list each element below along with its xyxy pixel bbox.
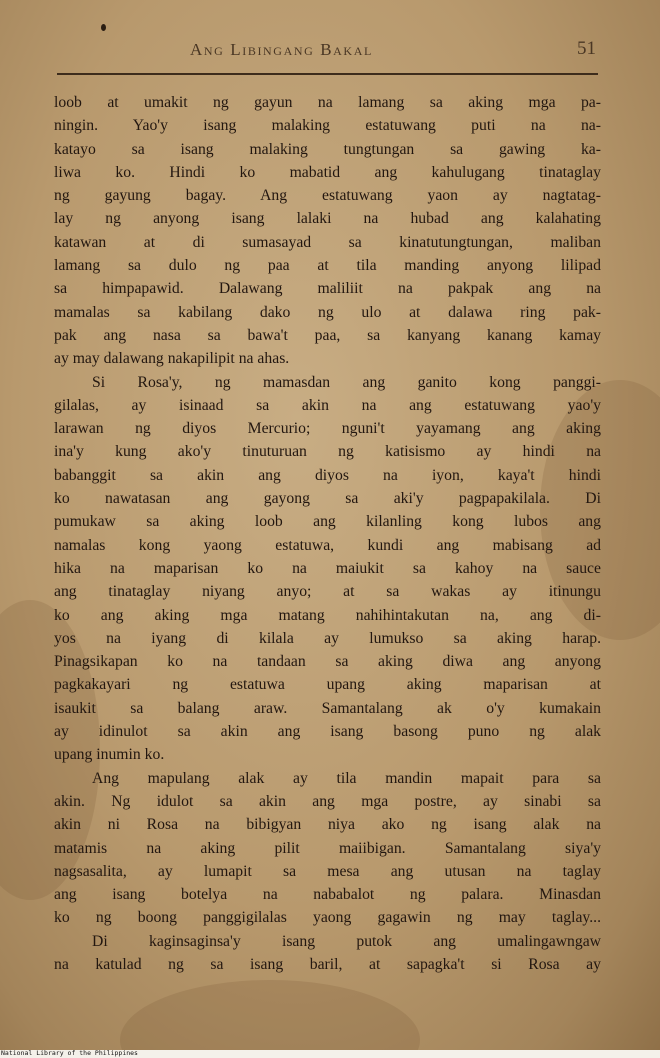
text-line: ningin. Yao'y isang malaking estatuwang puti na na-	[54, 117, 601, 135]
text-line: gilalas, ay isinaad sa akin na ang estatuwang yao'y	[54, 396, 601, 414]
text-line: ko nawatasan ang gayong sa aki'y pagpapakilala. Di	[54, 490, 601, 508]
text-line: Di kaginsaginsa'y isang putok ang umalingawngaw	[92, 932, 601, 950]
text-line: ko ang aking mga matang nahihintakutan na, ang di-	[54, 606, 601, 624]
text-line: ang tinataglay niyang anyo; at sa wakas ay itinungu	[54, 583, 601, 601]
text-line: pak ang nasa sa bawa't paa, sa kanyang kanang kamay	[54, 326, 601, 344]
text-line: ang isang botelya na nababalot ng palara. Minasdan	[54, 886, 601, 904]
text-line: ko ng boong panggigilalas yaong gagawin ng may taglay...	[54, 909, 601, 927]
running-title: Ang Libingang Bakal	[190, 40, 373, 59]
ink-mark	[101, 24, 106, 31]
body-text	[54, 91, 601, 976]
text-line: ay may dalawang nakapilipit na ahas.	[54, 350, 290, 368]
text-line: katawan at di sumasayad sa kinatutungtungan, maliban	[54, 233, 601, 251]
text-line: matamis na aking pilit maiibigan. Samantalang siya'y	[54, 839, 601, 857]
page-number: 51	[577, 38, 596, 59]
text-line: Ang mapulang alak ay tila mandin mapait para sa	[92, 769, 601, 787]
text-line: babanggit sa akin ang diyos na iyon, kaya't hindi	[54, 466, 601, 484]
text-line: pumukaw sa aking loob ang kilanling kong lubos ang	[54, 513, 601, 531]
text-line: ay idinulot sa akin ang isang basong puno ng alak	[54, 723, 601, 741]
text-line: akin. Ng idulot sa akin ang mga postre, ay sinabi sa	[54, 792, 601, 810]
text-line: loob at umakit ng gayun na lamang sa aking mga pa-	[54, 94, 601, 111]
text-line: yos na iyang di kilala ay lumukso sa aking harap.	[54, 629, 601, 647]
text-line: liwa ko. Hindi ko mabatid ang kahulugang tinataglay	[54, 163, 601, 181]
text-line: lamang sa dulo ng paa at tila manding anyong lilipad	[54, 257, 601, 275]
text-line: lay ng anyong isang lalaki na hubad ang kalahating	[54, 210, 601, 228]
text-line: larawan ng diyos Mercurio; nguni't yayamang ang aking	[54, 420, 601, 438]
text-line: Pinagsikapan ko na tandaan sa aking diwa ang anyong	[54, 653, 601, 671]
text-line: ng gayung bagay. Ang estatuwang yaon ay nagtatag-	[54, 187, 601, 205]
header-rule	[57, 73, 598, 75]
text-line: mamalas sa kabilang dako ng ulo at dalawa ring pak-	[54, 303, 601, 321]
text-line: isaukit sa balang araw. Samantalang ak o'y kumakain	[54, 699, 601, 717]
text-line: Si Rosa'y, ng mamasdan ang ganito kong panggi-	[92, 373, 601, 391]
text-line: upang inumin ko.	[54, 746, 165, 764]
text-line: hika na maparisan ko na maiukit sa kahoy na sauce	[54, 559, 601, 577]
text-line: pagkakayari ng estatuwa upang aking maparisan at	[54, 676, 601, 694]
text-line: namalas kong yaong estatuwa, kundi ang mabisang ad	[54, 536, 601, 554]
paper-stain	[120, 980, 420, 1050]
text-line: katayo sa isang malaking tungtungan sa gawing ka-	[54, 140, 601, 158]
text-line: akin ni Rosa na bibigyan niya ako ng isang alak na	[54, 816, 601, 834]
library-attribution: National Library of the Philippines	[1, 1049, 138, 1057]
text-line: sa himpapawid. Dalawang maliliit na pakpak ang na	[54, 280, 601, 298]
text-line: na katulad ng sa isang baril, at sapagka't si Rosa ay	[54, 955, 601, 973]
footer-strip	[0, 1050, 660, 1058]
text-line: nagsasalita, ay lumapit sa mesa ang utusan na taglay	[54, 862, 601, 880]
text-line: ina'y kung ako'y tinuturuan ng katisismo ay hindi na	[54, 443, 601, 461]
